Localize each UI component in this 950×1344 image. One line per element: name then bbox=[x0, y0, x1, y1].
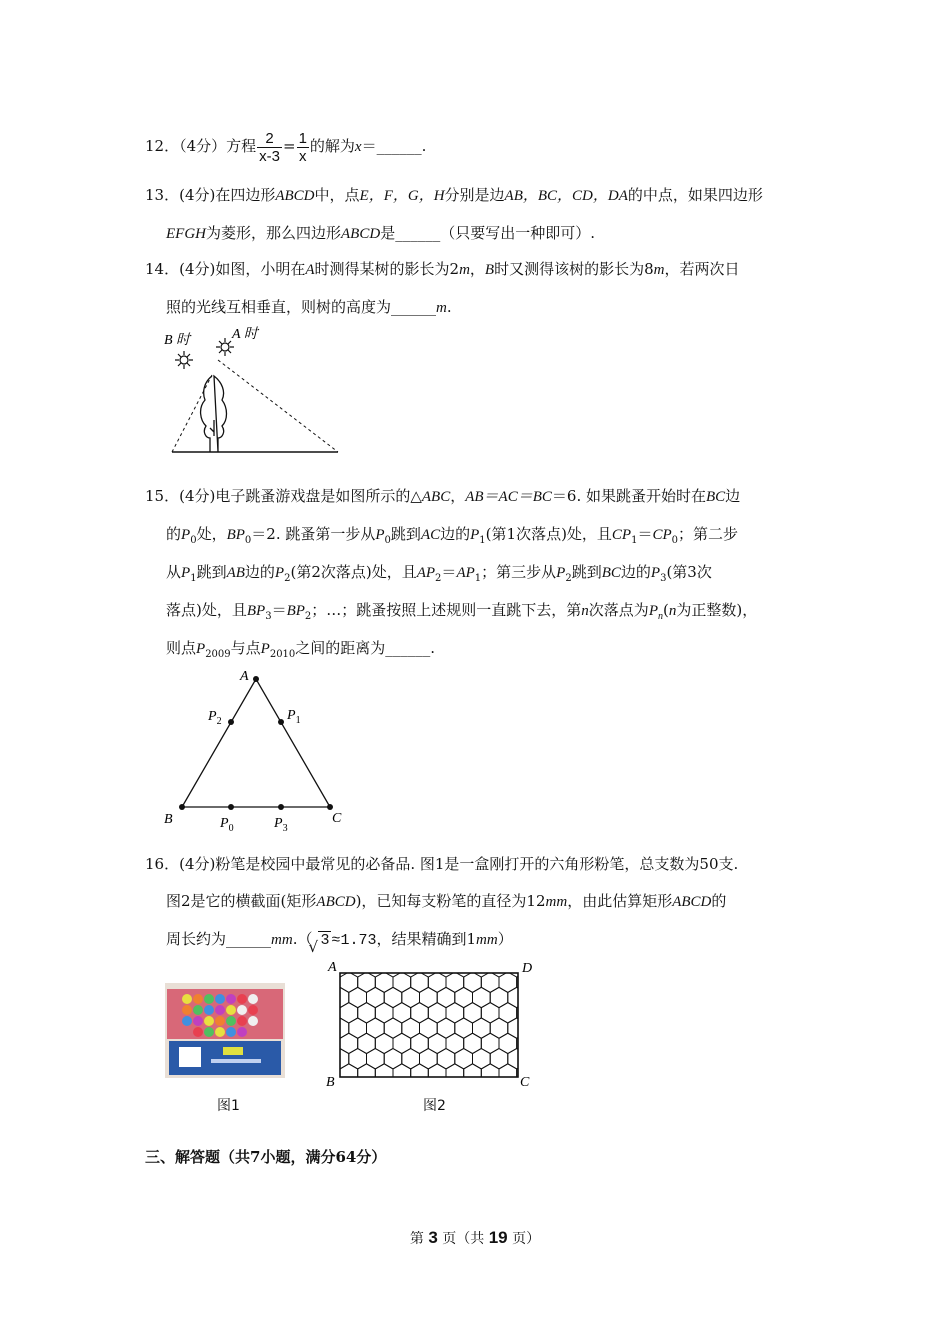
triangle-figure bbox=[160, 665, 360, 835]
figure-label-a-time: A 时 bbox=[232, 327, 258, 342]
label-p1: $P_1$ bbox=[287, 708, 301, 726]
hexagon-cell bbox=[526, 987, 543, 1007]
question-16: 16．(4分)粉笔是校园中最常见的必备品. 图1是一盒刚打开的六角形粉笔，总支数为50支. 图2是它的横截面(矩形ABCD)，已知每支粉笔的直径为12mm，由此估算矩形ABCD的 周长约为______mm.（ √ 3 ≈1.73，结果精确到1mm） bbox=[145, 855, 739, 956]
question-14: 14．(4分)如图，小明在A时测得某树的影长为2m，B时又测得该树的影长为8m，若两次日 照的光线互相垂直，则树的高度为______m. bbox=[145, 260, 740, 316]
label-c: C bbox=[520, 1075, 530, 1088]
label-b: B bbox=[164, 812, 173, 827]
fraction-2-over-x-3: $\frac{2}{x-3}$ bbox=[259, 129, 280, 165]
hexagon-cell bbox=[517, 1003, 535, 1023]
hexagon-cell bbox=[517, 1033, 535, 1053]
label-a: A bbox=[328, 960, 337, 975]
hexagon-cell bbox=[322, 1033, 340, 1053]
vertex-b bbox=[179, 804, 185, 810]
point-p0 bbox=[228, 804, 234, 810]
hexagon-cell bbox=[526, 1049, 543, 1069]
chalk-cross-section-figure bbox=[322, 958, 542, 1088]
label-p2: $P_2$ bbox=[208, 709, 222, 727]
box-label bbox=[223, 1047, 243, 1055]
question-13: 13．(4分)在四边形ABCD中，点E，F，G，H分别是边AB，BC，CD，DA的中点，如果四边形 EFGH为菱形，那么四边形ABCD是______（只要写出一种即可）. bbox=[145, 186, 763, 242]
tree-shadow-figure bbox=[160, 320, 350, 460]
question-12: 12．（4分）方程 $\frac{2}{x-3}$ = $\frac{1}{x}$ 的解为x＝______. bbox=[145, 129, 427, 165]
label-c: C bbox=[332, 811, 342, 826]
hexagon-cell bbox=[322, 1003, 340, 1023]
label-b: B bbox=[326, 1075, 335, 1088]
figure-label-b-time: B 时 bbox=[164, 333, 191, 348]
label-p3: $P_3$ bbox=[274, 816, 288, 834]
box-logo bbox=[179, 1047, 201, 1067]
sun-icon bbox=[175, 351, 193, 369]
vertex-c bbox=[327, 804, 333, 810]
point-p1 bbox=[278, 719, 284, 725]
sun-ray-a bbox=[218, 360, 338, 452]
label-d: D bbox=[522, 961, 533, 976]
page-footer: 第 3 页（共 19 页） bbox=[409, 1228, 541, 1247]
label-a: A bbox=[240, 669, 249, 684]
vertex-a bbox=[253, 676, 259, 682]
question-15: 15．(4分)电子跳蚤游戏盘是如图所示的△ABC，AB＝AC＝BC＝6. 如果跳蚤开始时在BC边 的$P_0$处，$BP_0=2$. 跳蚤第一步从$P_0$跳到AC边的$P_1$(第1次落点)处，且$CP_1=CP_0$；第二步 从$P_1$跳到AB边的$P_2$(第2次落点)处，且$AP_2=AP_1$；第三步从$P_2$跳到BC边的$P_3$(第3次 落点)处，且$BP_3=BP_2$；…；跳蚤按照上述规则一直跳下去，第n次落点为$P_n(n$为正整数)， 则点$P_{2009}$与点$P_{2010}$之间的距离为______. bbox=[145, 487, 758, 660]
sun-ray-b bbox=[172, 375, 212, 452]
point-p3 bbox=[278, 804, 284, 810]
label-p0: $P_0$ bbox=[220, 816, 234, 834]
fraction-1-over-x: $\frac{1}{x}$ bbox=[298, 129, 307, 165]
sqrt-3: √ 3 bbox=[308, 932, 330, 956]
triangle-abc bbox=[182, 679, 330, 807]
point-p2 bbox=[228, 719, 234, 725]
section-heading: 三、解答题（共7小题，满分64分） bbox=[145, 1148, 387, 1166]
hexagon-cell bbox=[322, 972, 340, 992]
figure-2-caption: 图2 bbox=[423, 1098, 446, 1114]
hexagon-cell bbox=[526, 1018, 543, 1038]
figure-1-caption: 图1 bbox=[217, 1098, 240, 1114]
chalk-box-photo bbox=[165, 983, 285, 1078]
tree-icon bbox=[201, 376, 227, 452]
